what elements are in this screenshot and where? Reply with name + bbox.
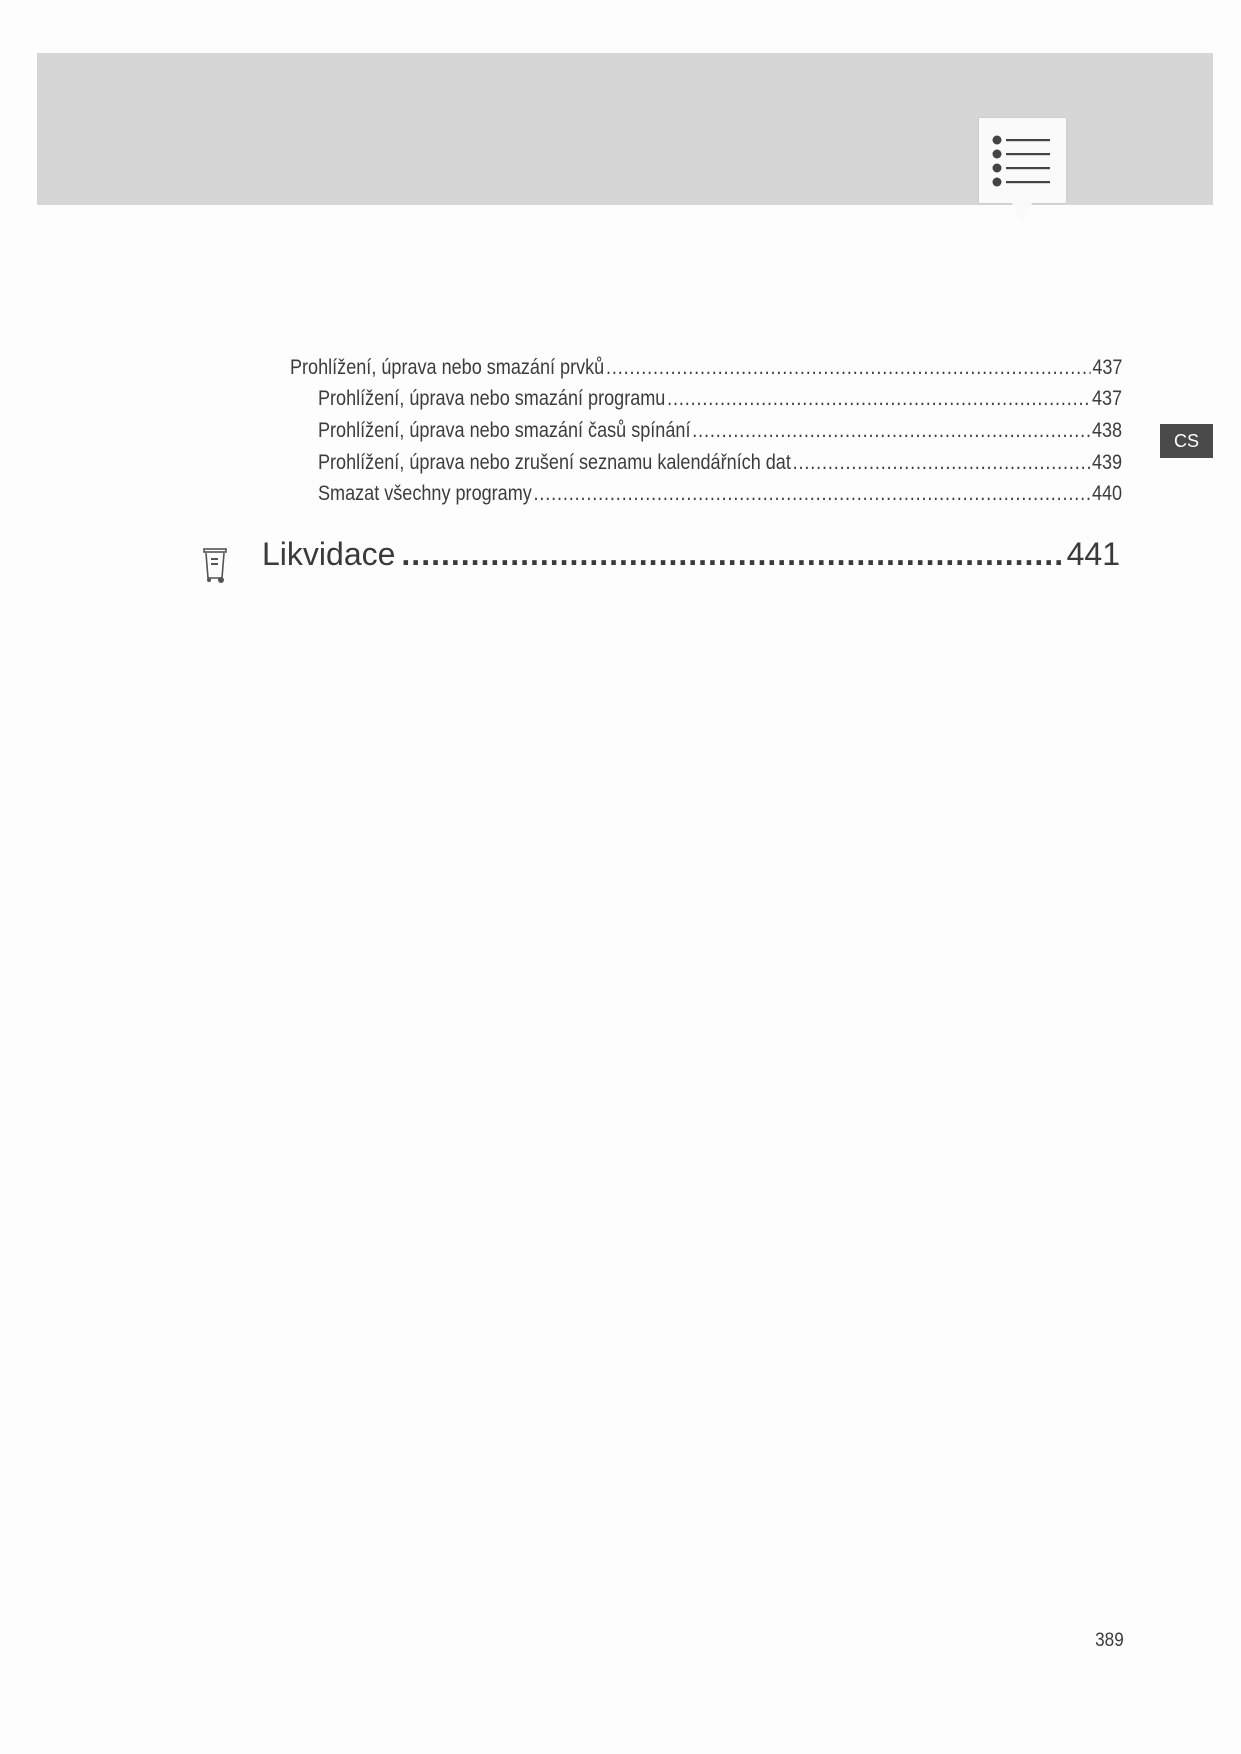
language-tab-label: CS — [1173, 430, 1199, 451]
toc-main-entry-page: 441 — [1066, 536, 1120, 572]
toc-entry-page: 439 — [1091, 451, 1123, 474]
toc-leader-dots — [606, 356, 1091, 380]
page-number: 389 — [1095, 1630, 1124, 1651]
toc-pointer — [1012, 203, 1032, 223]
toc-entry[interactable] — [318, 387, 1122, 411]
toc-entry-page: 438 — [1091, 419, 1123, 442]
toc-leader-dots — [692, 419, 1090, 443]
toc-leader-dots — [667, 387, 1090, 411]
toc-leader-dots — [793, 451, 1091, 475]
toc-entry-page: 440 — [1091, 482, 1123, 505]
toc-entry-label: Prohlížení, úprava nebo smazání časů spínání — [318, 419, 691, 442]
toc-main-entry-label: Likvidace — [262, 536, 396, 572]
trash-bin-icon — [200, 545, 230, 585]
toc-entry[interactable] — [318, 419, 1122, 443]
toc-entry-label: Prohlížení, úprava nebo smazání prvků — [290, 356, 605, 379]
toc-entry[interactable] — [318, 482, 1122, 506]
list-icon — [991, 132, 1055, 188]
toc-leader-dots — [401, 536, 1060, 573]
toc-entry-label: Smazat všechny programy — [318, 482, 532, 505]
toc-entry-label: Prohlížení, úprava nebo smazání programu — [318, 387, 666, 410]
language-tab[interactable] — [1160, 424, 1213, 458]
toc-entry[interactable] — [290, 356, 1122, 380]
toc-icon-box — [979, 118, 1066, 203]
toc-entry-page: 437 — [1092, 356, 1123, 379]
toc-leader-dots — [534, 482, 1091, 506]
toc-main-entry[interactable] — [262, 536, 1120, 573]
toc-entry-label: Prohlížení, úprava nebo zrušení seznamu kalendářních dat — [318, 451, 791, 474]
toc-entry-page: 437 — [1091, 387, 1123, 410]
toc-entry[interactable] — [318, 451, 1122, 475]
